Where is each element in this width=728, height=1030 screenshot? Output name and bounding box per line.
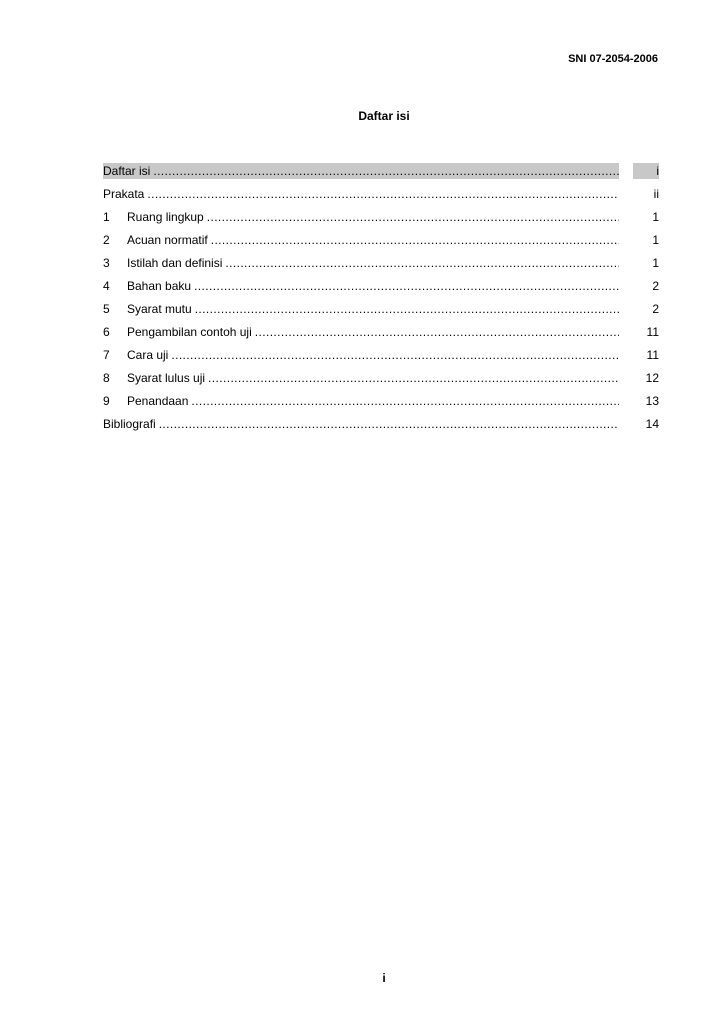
toc-entry-number: 7 — [103, 348, 110, 362]
toc-leader — [191, 393, 619, 409]
toc-leader — [208, 370, 619, 386]
toc-entry-page: 2 — [652, 279, 659, 293]
page-title: Daftar isi — [358, 109, 410, 123]
toc-entry-title: Penandaan — [127, 394, 189, 408]
toc-entry-title: Daftar isi — [103, 164, 151, 178]
toc-entry-title: Bibliografi — [103, 417, 156, 431]
toc-entry-pengambilan-contoh-uji[interactable] — [103, 324, 659, 347]
toc-entry-page: 1 — [652, 210, 659, 224]
toc-entry-number: 9 — [103, 394, 110, 408]
toc-entry-title: Istilah dan definisi — [127, 256, 223, 270]
toc-leader — [159, 416, 619, 432]
toc-entry-page: 11 — [646, 348, 659, 362]
toc-entry-ruang-lingkup[interactable] — [103, 209, 659, 232]
toc-entry-title: Bahan baku — [127, 279, 192, 293]
toc-entry-number: 1 — [103, 210, 110, 224]
toc-entry-title: Prakata — [103, 187, 145, 201]
toc-leader — [211, 232, 619, 248]
toc-entry-daftar-isi[interactable] — [103, 163, 659, 186]
toc-entry-syarat-lulus-uji[interactable] — [103, 370, 659, 393]
toc-entry-number: 5 — [103, 302, 110, 316]
toc-entry-page: i — [633, 163, 659, 179]
toc-entry-title: Ruang lingkup — [127, 210, 204, 224]
toc-entry-page: 1 — [652, 233, 659, 247]
toc-entry-number: 3 — [103, 256, 110, 270]
toc-entry-acuan-normatif[interactable] — [103, 232, 659, 255]
toc-entry-page: 13 — [645, 394, 659, 408]
toc-entry-page: 11 — [646, 325, 659, 339]
toc-entry-istilah-dan-definisi[interactable] — [103, 255, 659, 278]
toc-entry-bahan-baku[interactable] — [103, 278, 659, 301]
toc-leader — [194, 278, 619, 294]
toc-entry-title: Syarat mutu — [127, 302, 192, 316]
toc-leader — [147, 186, 619, 202]
toc-entry-page: 1 — [652, 256, 659, 270]
toc-entry-title: Cara uji — [127, 348, 169, 362]
toc-entry-penandaan[interactable] — [103, 393, 659, 416]
toc-entry-number: 8 — [103, 371, 110, 385]
toc-entry-number: 2 — [103, 233, 110, 247]
toc-leader — [255, 324, 619, 340]
toc-leader — [195, 301, 619, 317]
document-code: SNI 07-2054-2006 — [568, 53, 658, 65]
toc-entry-title: Syarat lulus uji — [127, 371, 206, 385]
toc-entry-page: 2 — [652, 302, 659, 316]
toc-entry-page: ii — [653, 187, 659, 201]
toc-entry-cara-uji[interactable] — [103, 347, 659, 370]
toc-leader — [153, 163, 619, 179]
toc-entry-page: 14 — [645, 417, 659, 431]
toc-leader — [207, 209, 619, 225]
toc-entry-syarat-mutu[interactable] — [103, 301, 659, 324]
toc-entry-bibliografi[interactable] — [103, 416, 659, 439]
page-number: i — [382, 971, 386, 985]
toc-entry-number: 6 — [103, 325, 110, 339]
toc-entry-number: 4 — [103, 279, 110, 293]
toc-entry-title: Acuan normatif — [127, 233, 208, 247]
toc-leader — [225, 255, 619, 271]
toc-leader — [171, 347, 619, 363]
toc-entry-title: Pengambilan contoh uji — [127, 325, 252, 339]
table-of-contents — [103, 163, 659, 439]
toc-entry-prakata[interactable] — [103, 186, 659, 209]
toc-entry-page: 12 — [645, 371, 659, 385]
